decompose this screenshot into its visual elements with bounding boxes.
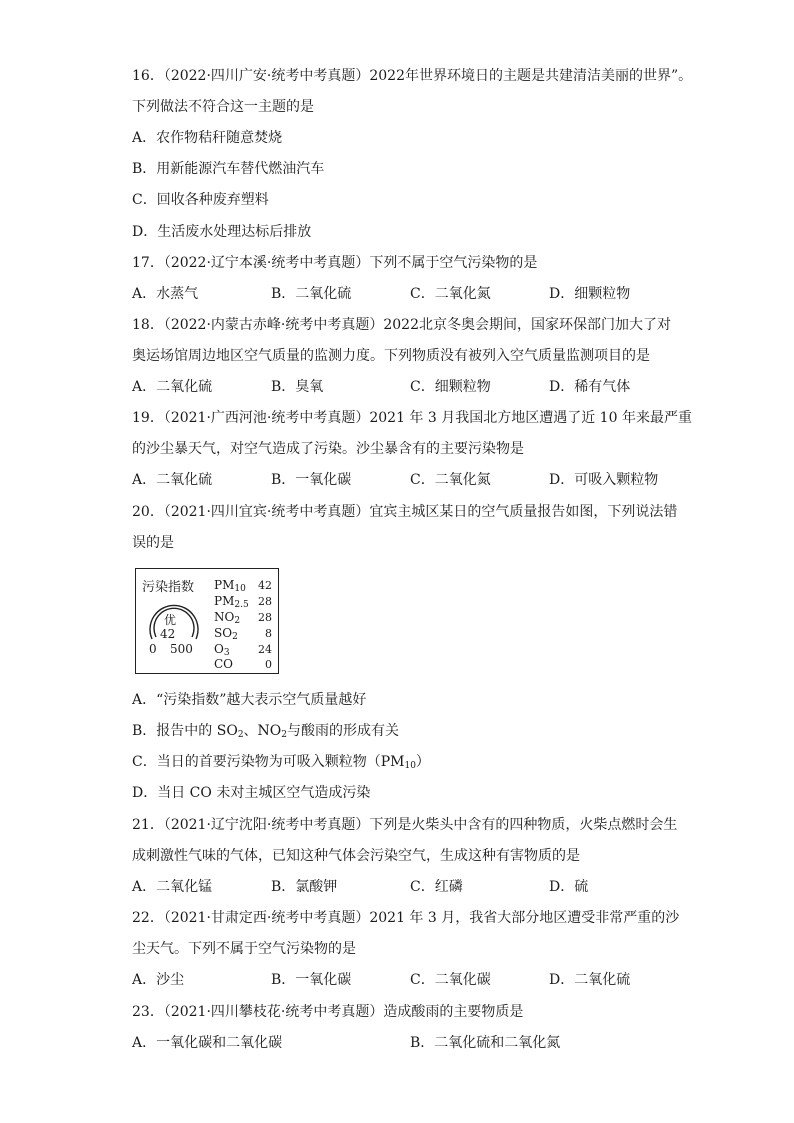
q20-option-c: C．当日的首要污染物为可吸入颗粒物$(PM_{10})$ bbox=[132, 754, 430, 771]
q19-stem-line2: 的沙尘暴天气，对空气造成了污染。沙尘暴含有的主要污染物是 bbox=[132, 441, 524, 457]
q21-stem-line2: 成刺激性气味的气体，已知这种气体会污染空气，生成这种有害物质的是 bbox=[132, 848, 580, 864]
q18-stem-line2: 奥运场馆周边地区空气质量的监测力度。下列物质没有被列入空气质量监测项目的是 bbox=[132, 348, 650, 364]
q17-option-a: A．水蒸气 bbox=[132, 286, 199, 302]
q21-option-b: B．氯酸钾 bbox=[271, 879, 338, 895]
q18-option-a: A．二氧化硫 bbox=[132, 379, 213, 395]
q23-option-a: A．一氧化碳和二氧化碳 bbox=[132, 1035, 283, 1051]
figure-title: 污染指数 bbox=[142, 580, 195, 595]
q16-option-a: A．农作物秸秆随意焚烧 bbox=[132, 130, 283, 146]
q23-stem-line1: 23．（2021·四川攀枝花·统考中考真题）造成酸雨的主要物质是 bbox=[132, 1004, 524, 1020]
pollutant-value: 0 bbox=[265, 658, 272, 671]
q22-option-a: A．沙尘 bbox=[132, 972, 185, 988]
q21-option-a: A．二氧化锰 bbox=[132, 879, 213, 895]
gauge-grade: 优 bbox=[164, 613, 177, 627]
pollutant-value: 42 bbox=[258, 579, 272, 592]
q16-stem-line2: 下列做法不符合这一主题的是 bbox=[132, 99, 314, 115]
gauge-index: 42 bbox=[160, 627, 176, 641]
q22-option-b: B．一氧化碳 bbox=[271, 972, 352, 988]
q19-stem-line1: 19．（2021·广西河池·统考中考真题）2021 年 3 月我国北方地区遭遇了近 10 年来最严重 bbox=[132, 410, 692, 426]
q23-option-b: B．二氧化硫和二氧化氮 bbox=[410, 1035, 561, 1051]
pollutant-name: $SO_2$ bbox=[214, 626, 238, 642]
q18-option-d: D．稀有气体 bbox=[549, 379, 631, 395]
q17-option-d: D．细颗粒物 bbox=[549, 286, 631, 302]
q21-stem-line1: 21．（2021·辽宁沈阳·统考中考真题）下列是火柴头中含有的四种物质，火柴点燃时会生 bbox=[132, 817, 678, 833]
q22-stem-line1: 22．（2021·甘肃定西·统考中考真题）2021 年 3 月，我省大部分地区遭受非常严重的沙 bbox=[132, 910, 680, 926]
gauge-scale-min: 0 bbox=[149, 642, 157, 656]
pollutant-name: CO bbox=[214, 657, 234, 671]
q22-stem-line2: 尘天气。下列不属于空气污染物的是 bbox=[132, 941, 356, 957]
q22-option-d: D．二氧化硫 bbox=[549, 972, 631, 988]
air-quality-report-figure bbox=[135, 568, 279, 674]
q20-option-b: B．报告中的 $SO_2$、$NO_2$与酸雨的形成有关 bbox=[132, 723, 400, 740]
q17-option-c: C．二氧化氮 bbox=[410, 286, 491, 302]
q21-option-c: C．红磷 bbox=[410, 879, 463, 895]
q17-stem-line1: 17．（2022·辽宁本溪·统考中考真题）下列不属于空气污染物的是 bbox=[132, 255, 538, 271]
pollutant-name: $NO_2$ bbox=[214, 610, 241, 626]
q19-option-d: D．可吸入颗粒物 bbox=[549, 472, 659, 488]
pollutant-name: $O_3$ bbox=[214, 642, 230, 658]
q20-option-d: D．当日 CO 未对主城区空气造成污染 bbox=[132, 785, 371, 801]
q21-option-d: D．硫 bbox=[549, 879, 589, 895]
q22-option-c: C．二氧化碳 bbox=[410, 972, 491, 988]
pollutant-value: 28 bbox=[258, 611, 272, 624]
pollutant-name: $PM_{2.5}$ bbox=[214, 594, 249, 610]
pollutant-name: $PM_{10}$ bbox=[214, 578, 246, 594]
q19-option-c: C．二氧化氮 bbox=[410, 472, 491, 488]
q17-option-b: B．二氧化硫 bbox=[271, 286, 352, 302]
pollutant-value: 24 bbox=[258, 643, 272, 656]
q20-stem-line1: 20．（2021·四川宜宾·统考中考真题）宜宾主城区某日的空气质量报告如图，下列说法错 bbox=[132, 504, 678, 520]
q18-option-b: B．臭氧 bbox=[271, 379, 324, 395]
q16-option-c: C．回收各种废弃塑料 bbox=[132, 192, 269, 208]
q16-option-b: B．用新能源汽车替代燃油汽车 bbox=[132, 161, 325, 177]
q20-stem-line2: 误的是 bbox=[132, 535, 174, 551]
gauge-scale-max: 500 bbox=[170, 642, 193, 656]
q16-option-d: D．生活废水处理达标后排放 bbox=[132, 224, 312, 240]
q18-option-c: C．细颗粒物 bbox=[410, 379, 491, 395]
q16-stem-line1: 16．（2022·四川广安·统考中考真题）2022年世界环境日的主题是共建清洁美丽的世界”。 bbox=[132, 68, 693, 84]
q20-option-a: A．“污染指数”越大表示空气质量越好 bbox=[132, 692, 367, 708]
pollutant-value: 8 bbox=[265, 627, 272, 640]
q19-option-a: A．二氧化硫 bbox=[132, 472, 213, 488]
q19-option-b: B．一氧化碳 bbox=[271, 472, 352, 488]
pollutant-value: 28 bbox=[258, 595, 272, 608]
q18-stem-line1: 18．（2022·内蒙古赤峰·统考中考真题）2022北京冬奥会期间，国家环保部门加大了对 bbox=[132, 317, 671, 333]
